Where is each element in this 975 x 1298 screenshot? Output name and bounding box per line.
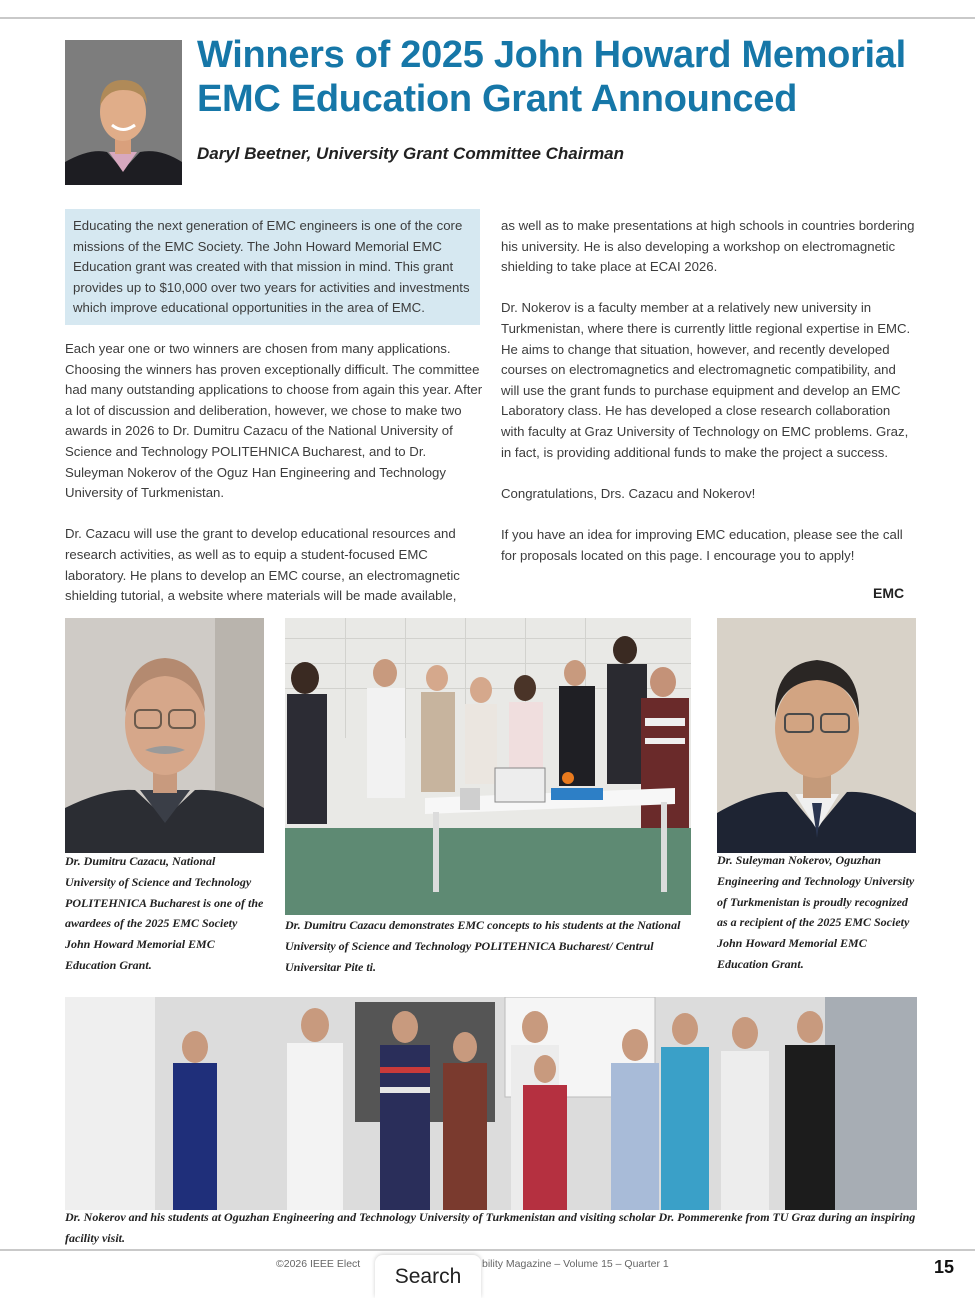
article-title — [197, 33, 957, 121]
cazacu-photo — [65, 618, 264, 853]
author-byline: Daryl Beetner, University Grant Committee Chairman — [197, 144, 625, 163]
right-paragraph-3: Congratulations, Drs. Cazacu and Nokerov! — [501, 485, 756, 501]
left-paragraph-2: Dr. Cazacu will use the grant to develop educational resources and research activities, as well as to equip a student-focused EMC laboratory. He plans to develop an EMC course, an electromagnetic shielding tutorial, a website where materials will be made available, — [65, 526, 460, 604]
right-paragraph-2: Dr. Nokerov is a faculty member at a relatively new university in Turkmenistan, where there is currently little regional expertise in EMC. He aims to change that situation, however, and recently developed courses on electromagnetics and electromagnetic compatibility, and will use the grant funds to purchase equipment and develop an EMC Laboratory class. He has developed a close research collaboration with faculty at Graz University of Technology on EMC problems. Graz, in fact, is providing additional funds to make the project a success. — [501, 300, 911, 460]
left-column — [65, 339, 483, 607]
right-paragraph-1: as well as to make presentations at high schools in countries bordering his university. He is also developing a workshop on electromagnetic shielding to take place at ECAI 2026. — [501, 218, 915, 275]
footer-right-text: bility Magazine – Volume 15 – Quarter 1 — [482, 1258, 669, 1270]
top-rule — [0, 17, 975, 19]
group-photo — [65, 997, 917, 1210]
footer-left-text: ©2026 IEEE Elect — [276, 1258, 361, 1270]
nokerov-caption: Dr. Suleyman Nokerov, Oguzhan Engineering and Technology University of Turkmenistan is proudly recognized as a recipient of the 2025 EMC Society John Howard Memorial EMC Education Grant. — [717, 853, 915, 971]
lab-caption: Dr. Dumitru Cazacu demonstrates EMC concepts to his students at the National University of Science and Technology POLITEHNICA Bucharest/ Centrul Universitar Pite ti. — [285, 918, 681, 974]
left-paragraph-1: Each year one or two winners are chosen from many applications. Choosing the winners has proven exceptionally difficult. The committee had many outstanding applications to choose from again this year. After a lot of discussion and deliberation, however, we chose to make two awards in 2026 to Dr. Dumitru Cazacu of the National University of Science and Technology POLITEHNICA Bucharest, and to Dr. Suleyman Nokerov of the Oguz Han Engineering and Technology University of Turkmenistan. — [65, 341, 483, 501]
group-caption: Dr. Nokerov and his students at Oguzhan Engineering and Technology University of Turkmenistan and visiting scholar Dr. Pommerenke from TU Graz during an inspiring facility visit. — [65, 1210, 916, 1245]
page-number: 15 — [934, 1257, 955, 1277]
right-column — [501, 216, 915, 566]
intro-text: Educating the next generation of EMC engineers is one of the core missions of the EMC Society. The John Howard Memorial EMC Education grant was created with that mission in mind. This grant provides up to $10,000 over two years for activities and investments which improve educational opportunities in the area of EMC. — [73, 218, 470, 316]
emc-end-mark: EMC — [873, 585, 905, 601]
title-line-2: EMC Education Grant Announced — [197, 78, 798, 120]
intro-box — [65, 209, 480, 325]
search-button[interactable] — [375, 1255, 481, 1298]
search-button-label: Search — [394, 1264, 462, 1288]
cazacu-caption: Dr. Dumitru Cazacu, National University of Science and Technology POLITEHNICA Bucharest is one of the awardees of the 2025 EMC Society John Howard Memorial EMC Education Grant. — [65, 854, 264, 972]
right-paragraph-4: If you have an idea for improving EMC education, please see the call for proposals located on this page. I encourage you to apply! — [501, 526, 903, 563]
author-photo — [65, 40, 182, 185]
nokerov-photo — [717, 618, 916, 853]
lab-photo — [285, 618, 691, 915]
title-line-1: Winners of 2025 John Howard Memorial — [197, 34, 906, 76]
bottom-rule — [0, 1249, 975, 1251]
